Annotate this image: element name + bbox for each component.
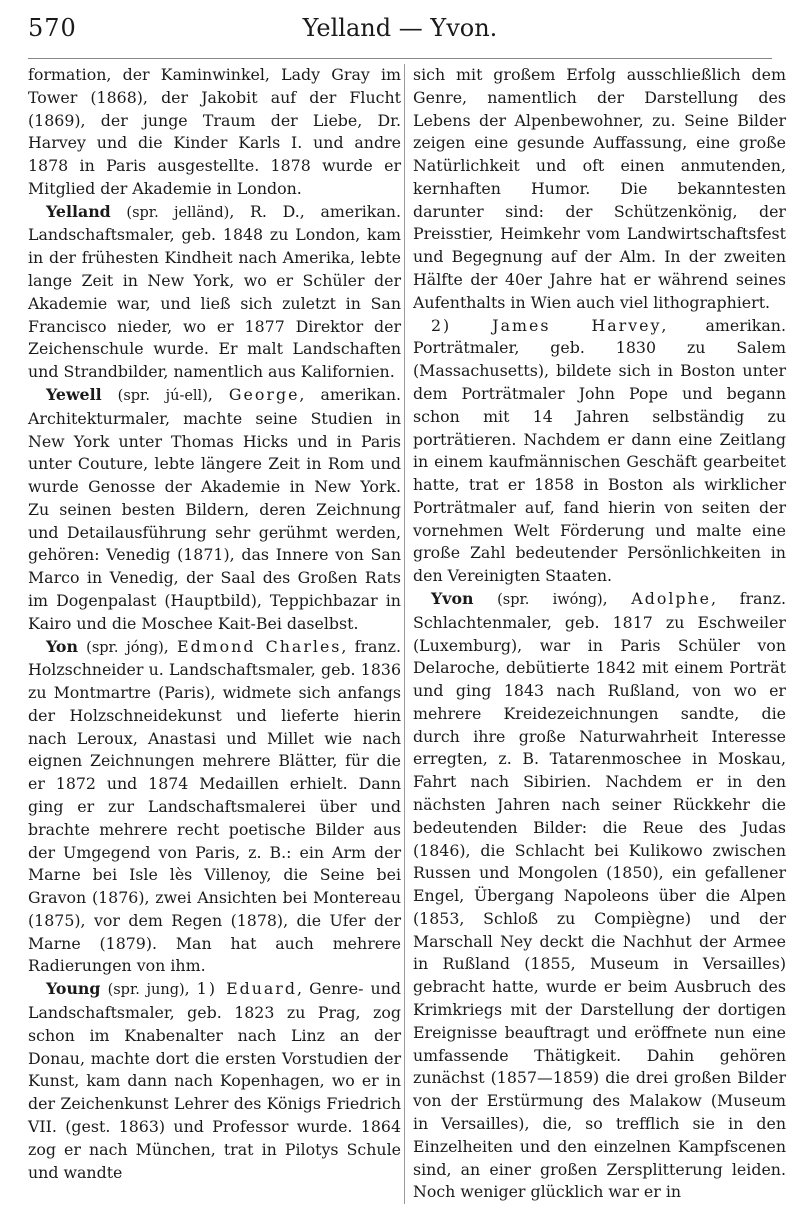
right-column <box>413 64 786 1204</box>
page-header <box>28 14 772 50</box>
column-divider <box>404 64 405 1204</box>
pronunciation: (spr. jóng) <box>86 639 164 656</box>
body-text: , amerikan. Architekturmaler, machte seine Studien in New York unter Thomas Hicks und in Paris unter Couture, lebte längere Zeit in Rom und wurde Genosse der Akademie in New York. Zu seinen besten Bildern, deren Zeichnung und Detailausführung sehr gerühmt werden, gehören: Venedig (1871), das Innere von San Marco in Venedig, der Saal des Großen Rats im Dogenpalast (Hauptbild), Teppichbazar in Kairo und die Moschee Kait-Bei daselbst. <box>28 384 402 633</box>
given-name: Edmond Charles <box>177 636 342 656</box>
body-text: sich mit großem Erfolg ausschließlich dem Genre, namentlich der Darstellung des Lebens der Alpenbewohner, zu. Seine Bilder zeigen eine gesunde Auffassung, eine große Natürlichkeit und oft einen anmutenden, kernhaften Humor. Die bekanntesten darunter sind: der Schützenkönig, der Preisstier, Heimkehr vom Landwirtschaftsfest und Begegnung auf der Alm. In der zweiten Hälfte der 40er Jahre hat er während seines Aufenthalts in Wien auch viel lithographiert. <box>413 65 786 312</box>
pronunciation: (spr. jelländ) <box>126 204 230 221</box>
pronunciation: (spr. jung) <box>107 982 185 999</box>
headword: Young <box>46 979 101 999</box>
running-head: Yelland — Yvon. <box>302 14 498 42</box>
left-column <box>28 64 401 1184</box>
headword: Yelland <box>46 201 111 221</box>
continuation-text <box>28 64 401 201</box>
header-rule <box>28 58 772 59</box>
dictionary-entry: Yvon (spr. iwóng), Adolphe, franz. Schlachtenmaler, geb. 1817 zu Eschweiler (Luxemburg), war in Paris Schüler von Delaroche, debütierte 1842 mit einem Porträt und ging 1843 nach Rußland, von wo er mehrere Kreidezeichnungen sandte, die durch ihre große Naturwahrheit Interesse erregten, z. B. Tatarenmoschee in Moskau, Fahrt nach Sibirien. Nachdem er in den nächsten Jahren nach seiner Rückkehr die bedeutenden Bilder: die Reue des Judas (1846), die Schlacht bei Kulikowo zwischen Russen und Mongolen (1850), ein gefallener Engel, Übergang Napoleons über die Alpen (1853, Schloß zu Compiègne) und der Marschall Ney deckt die Nachhut der Armee in Rußland (1855, Museum in Versailles) gebracht hatte, wurde er beim Ausbruch des Krimkriegs mit der Darstellung der dortigen Ereignisse beauftragt und eröffnete nun eine umfassende Thätigkeit. Dahin gehören zunächst (1857—1859) die drei großen Bilder von der Erstürmung des Malakow (Museum in Versailles), die, so trefflich sie in den Einzelheiten und den einzelnen Kampfscenen sind, an einer großen Zersplitterung leiden. Noch weniger glücklich war er in <box>413 588 786 1202</box>
body-text: , franz. Schlachtenmaler, geb. 1817 zu Eschweiler (Luxemburg), war in Paris Schüler von Delaroche, debütierte 1842 mit einem Porträt und ging 1843 nach Rußland, von wo er mehrere Kreidezeichnungen sandte, die durch ihre große Naturwahrheit Interesse erregten, z. B. Tatarenmoschee in Moskau, Fahrt nach Sibirien. Nachdem er in den nächsten Jahren nach seiner Rückkehr die bedeutenden Bilder: die Reue des Judas (1846), die Schlacht bei Kulikowo zwischen Russen und Mongolen (1850), ein gefallener Engel, Übergang Napoleons über die Alpen (1853, Schloß zu Compiègne) und der Marschall Ney deckt die Nachhut der Armee in Rußland (1855, Museum in Versailles) gebracht hatte, wurde er beim Ausbruch des Krimkriegs mit der Darstellung der dortigen Ereignisse beauftragt und eröffnete nun eine umfassende Thätigkeit. Dahin gehören zunächst (1857—1859) die drei großen Bilder von der Erstürmung des Malakow (Museum in Versailles), die, so trefflich sie in den Einzelheiten und den einzelnen Kampfscenen sind, an einer großen Zersplitterung leiden. Noch weniger glücklich war er in <box>413 588 786 1202</box>
given-name: George <box>228 384 300 404</box>
body-text: , franz. Holzschneider u. Landschaftsmaler, geb. 1836 zu Montmartre (Paris), widmete sich anfangs der Holzschneidekunst und lieferte hierin nach Leroux, Anastasi und Millet wie nach eignen Zeichnungen mehrere Blätter, für die er 1872 und 1874 Medaillen erhielt. Dann ging er zur Landschaftsmalerei über und brachte mehrere recht poetische Bilder aus der Umgegend von Paris, z. B.: ein Arm der Marne bei Isle lès Villenoy, die Seine bei Gravon (1876), zwei Ansichten bei Montereau (1875), vor dem Regen (1878), die Ufer der Marne (1879). Man hat auch mehrere Radierungen von ihm. <box>28 636 401 976</box>
pronunciation: (spr. jú-ell) <box>117 387 208 404</box>
dictionary-entry: Yewell (spr. jú-ell), George, amerikan. Architekturmaler, machte seine Studien in New York unter Thomas Hicks und in Paris unter Couture, lebte längere Zeit in Rom und wurde Genosse der Akademie in New York. Zu seinen besten Bildern, deren Zeichnung und Detailausführung sehr gerühmt werden, gehören: Venedig (1871), das Innere von San Marco in Venedig, der Saal des Großen Rats im Dogenpalast (Hauptbild), Teppichbazar in Kairo und die Moschee Kait-Bei daselbst. <box>28 384 402 633</box>
dictionary-entry: Young (spr. jung), 1) Eduard, Genre- und Landschaftsmaler, geb. 1823 zu Prag, zog schon im Knabenalter nach Linz an der Donau, machte dort die ersten Vorstudien der Kunst, kam dann nach Kopenhagen, wo er in der Zeichenkunst Lehrer des Königs Friedrich VII. (gest. 1863) und Professor wurde. 1864 zog er nach München, trat in Pilotys Schule und wandte <box>28 979 402 1182</box>
dictionary-entry <box>413 315 786 588</box>
pronunciation: (spr. iwóng) <box>497 591 603 608</box>
given-name: 1) Eduard <box>196 979 297 999</box>
page-number: 570 <box>28 14 77 42</box>
continuation-text <box>413 64 786 315</box>
body-text: , amerikan. Porträtmaler, geb. 1830 zu Salem (Massachusetts), bildete sich in Boston unter dem Porträtmaler John Pope und begann schon mit 14 Jahren selbständig zu porträtieren. Nachdem er dann eine Zeitlang in einem kaufmännischen Geschäft gearbeitet hatte, trat er 1858 in Boston als wirklicher Porträtmaler auf, fand hierin von seiten der vornehmen Welt Förderung und malte eine große Zahl bedeutender Persönlichkeiten in den Vereinigten Staaten. <box>413 315 786 586</box>
given-name: 2) James Harvey <box>431 315 662 335</box>
dictionary-entry <box>28 201 401 384</box>
given-name: Adolphe <box>631 588 712 608</box>
headword: Yewell <box>46 384 102 404</box>
headword: Yvon <box>431 588 474 608</box>
headword: Yon <box>46 636 78 656</box>
body-text: , R. D., amerikan. Landschaftsmaler, geb. 1848 zu London, kam in der frühesten Kindheit nach Amerika, lebte lange Zeit in New York, wo er Schüler der Akademie war, und ließ sich zuletzt in San Francisco nieder, wo er 1877 Direktor der Zeichenschule wurde. Er malt Landschaften und Strandbilder, namentlich aus Kalifornien. <box>28 201 401 382</box>
body-text: formation, der Kaminwinkel, Lady Gray im Tower (1868), der Jakobit auf der Flucht (1869), der junge Traum der Liebe, Dr. Harvey und die Kinder Karls I. und andre 1878 in Paris ausgestellte. 1878 wurde er Mitglied der Akademie in London. <box>28 65 401 198</box>
body-text: , Genre- und Landschaftsmaler, geb. 1823 zu Prag, zog schon im Knabenalter nach Linz an der Donau, machte dort die ersten Vorstudien der Kunst, kam dann nach Kopenhagen, wo er in der Zeichenkunst Lehrer des Königs Friedrich VII. (gest. 1863) und Professor wurde. 1864 zog er nach München, trat in Pilotys Schule und wandte <box>28 979 402 1182</box>
dictionary-entry: Yon (spr. jóng), Edmond Charles, franz. Holzschneider u. Landschaftsmaler, geb. 1836 zu Montmartre (Paris), widmete sich anfangs der Holzschneidekunst und lieferte hierin nach Leroux, Anastasi und Millet wie nach eignen Zeichnungen mehrere Blätter, für die er 1872 und 1874 Medaillen erhielt. Dann ging er zur Landschaftsmalerei über und brachte mehrere recht poetische Bilder aus der Umgegend von Paris, z. B.: ein Arm der Marne bei Isle lès Villenoy, die Seine bei Gravon (1876), zwei Ansichten bei Montereau (1875), vor dem Regen (1878), die Ufer der Marne (1879). Man hat auch mehrere Radierungen von ihm. <box>28 636 401 976</box>
